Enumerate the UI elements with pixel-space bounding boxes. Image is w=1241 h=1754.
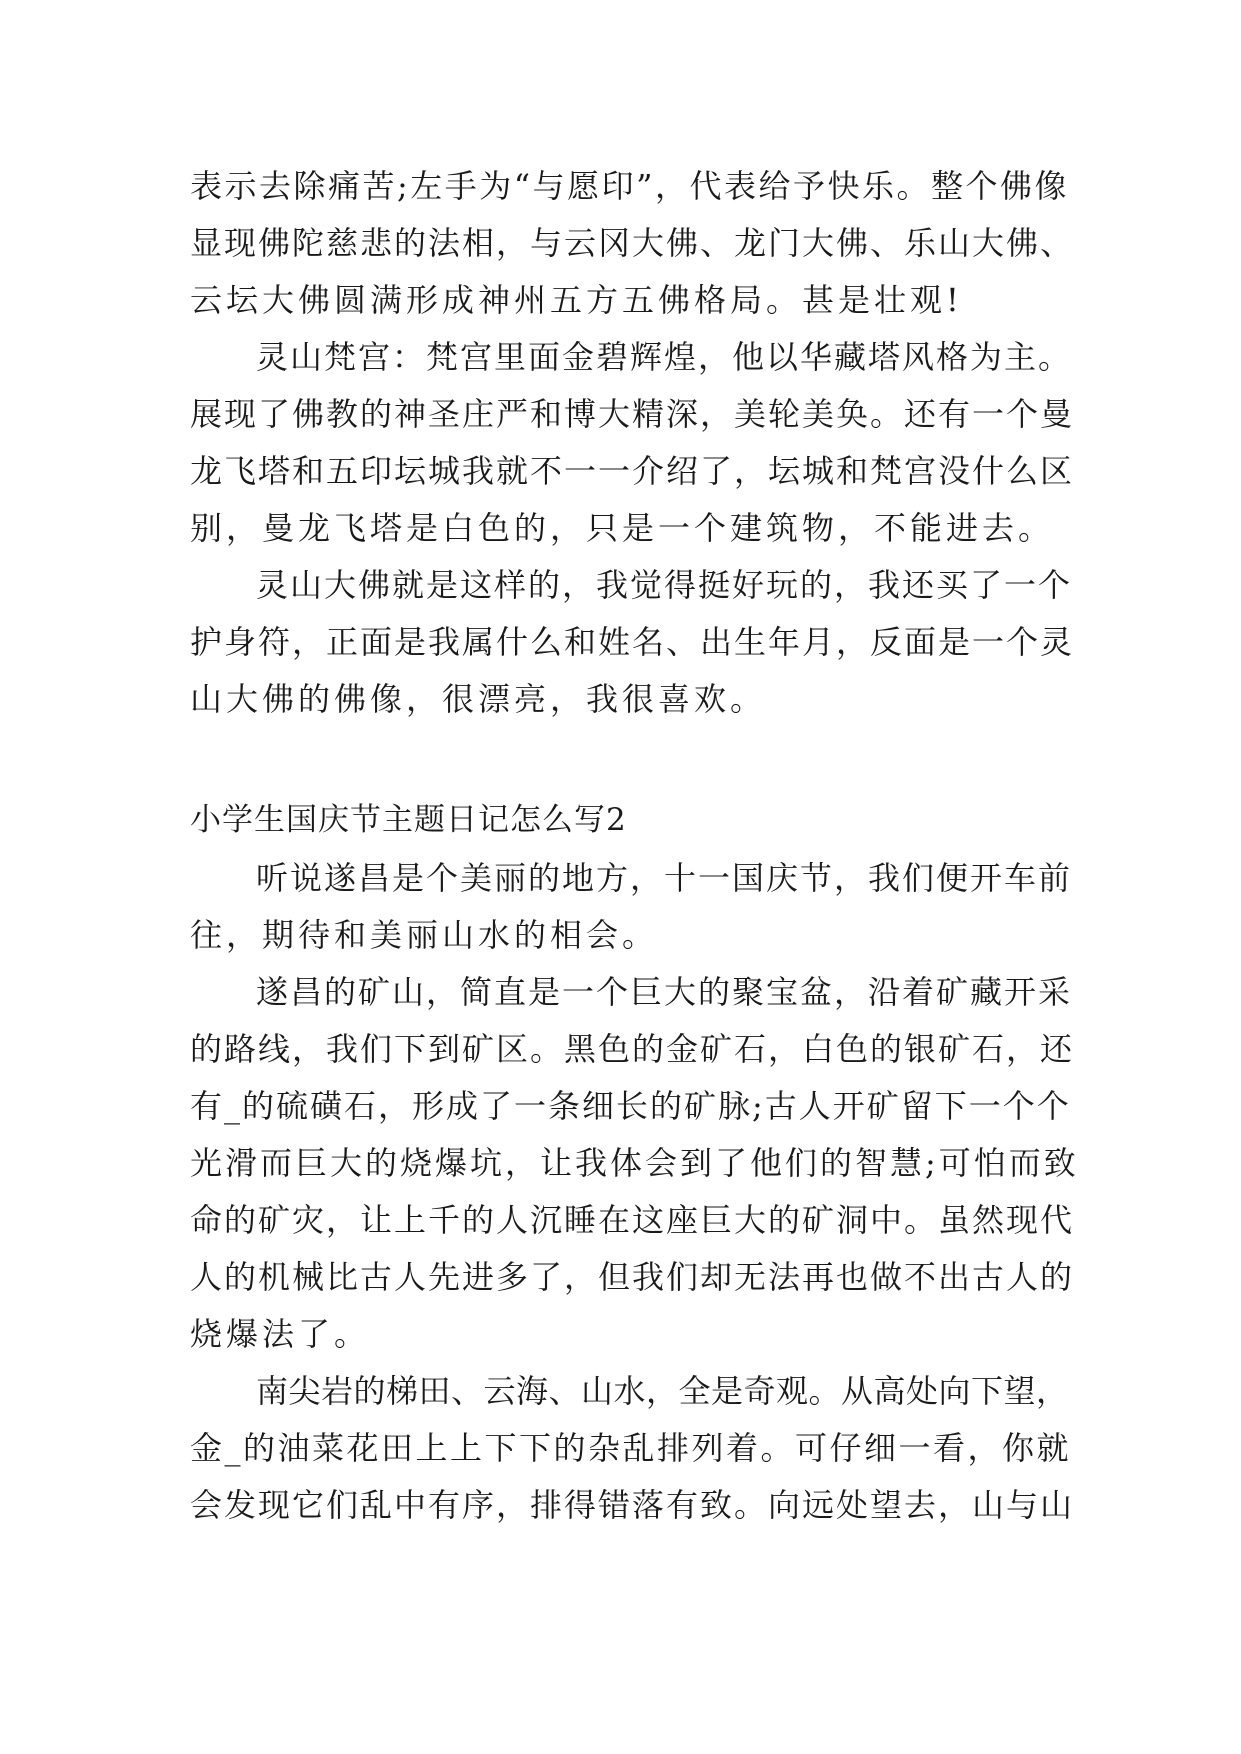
text-line: 会发现它们乱中有序，排得错落有致。向远处望去，山与山: [190, 1486, 1075, 1524]
text-line: 光滑而巨大的烧爆坑，让我体会到了他们的智慧;可怕而致: [190, 1144, 1079, 1182]
text-line: 表示去除痛苦;左手为“与愿印”，代表给予快乐。整个佛像: [190, 167, 1070, 205]
text-line: 命的矿灾，让上千的人沉睡在这座巨大的矿洞中。虽然现代: [190, 1201, 1075, 1239]
text-line: 展现了佛教的神圣庄严和博大精深，美轮美奂。还有一个曼: [190, 395, 1075, 433]
text-line: 金_的油菜花田上上下下的杂乱排列着。可仔细一看，你就: [190, 1429, 1072, 1467]
text-line: 的路线，我们下到矿区。黑色的金矿石，白色的银矿石，还: [190, 1030, 1075, 1068]
text-line: 烧爆法了。: [190, 1315, 371, 1353]
text-line: 灵山大佛就是这样的，我觉得挺好玩的，我还买了一个: [256, 566, 1073, 604]
text-line: 有_的硫磺石，形成了一条细长的矿脉;古人开矿留下一个个: [190, 1087, 1071, 1125]
text-line: 人的机械比古人先进多了，但我们却无法再也做不出古人的: [190, 1258, 1075, 1296]
section-heading: 小学生国庆节主题日记怎么写2: [190, 802, 627, 838]
text-line: 云坛大佛圆满形成神州五方五佛格局。甚是壮观!: [190, 281, 963, 319]
text-line: 别，曼龙飞塔是白色的，只是一个建筑物，不能进去。: [190, 509, 1055, 547]
text-line: 显现佛陀慈悲的法相，与云冈大佛、龙门大佛、乐山大佛、: [190, 224, 1075, 262]
text-line: 往，期待和美丽山水的相会。: [190, 916, 659, 954]
text-line: 南尖岩的梯田、云海、山水，全是奇观。从高处向下望，: [256, 1372, 1069, 1410]
text-line: 遂昌的矿山，简直是一个巨大的聚宝盆，沿着矿藏开采: [256, 973, 1073, 1011]
text-line: 灵山梵宫：梵宫里面金碧辉煌，他以华藏塔风格为主。: [256, 338, 1073, 376]
text-line: 护身符，正面是我属什么和姓名、出生年月，反面是一个灵: [190, 623, 1075, 661]
text-line: 龙飞塔和五印坛城我就不一一介绍了，坛城和梵宫没什么区: [190, 452, 1075, 490]
text-line: 听说遂昌是个美丽的地方，十一国庆节，我们便开车前: [256, 859, 1073, 897]
text-line: 山大佛的佛像，很漂亮，我很喜欢。: [190, 680, 767, 718]
